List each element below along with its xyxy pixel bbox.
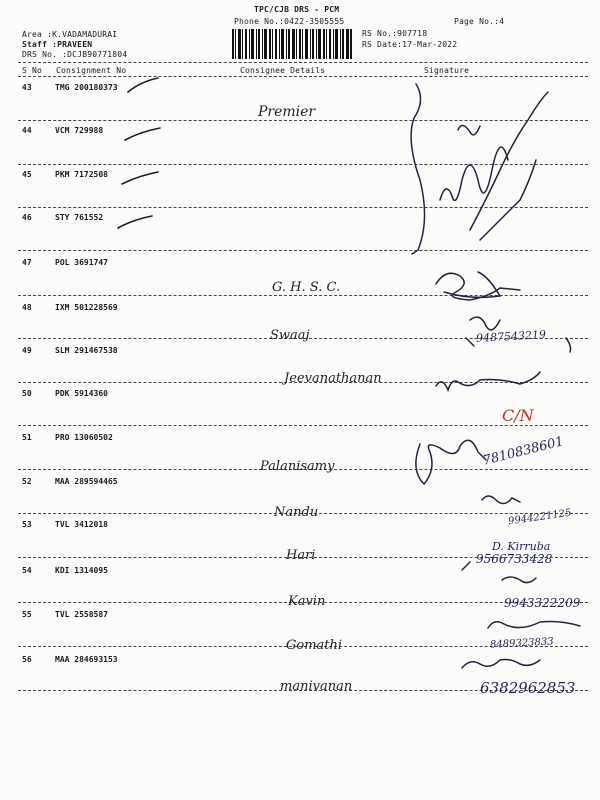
barcode [232, 29, 352, 59]
row-consignment: MAA 284693153 [55, 655, 118, 664]
row-consignment: VCM 729988 [55, 126, 104, 135]
handwritten-name-premier: Premier [258, 104, 316, 120]
header-divider-bottom [18, 76, 588, 77]
col-consignment: Consignment No [56, 66, 127, 75]
handwritten-phone: 8489323833 [489, 636, 554, 651]
signature-scribble [470, 92, 548, 230]
row-divider [18, 120, 588, 121]
handwritten-name-gomathi: Gomathi [286, 638, 343, 653]
row-consignment: PKM 7172508 [55, 170, 108, 179]
header-divider-top [18, 62, 588, 63]
signature-scribble [482, 496, 520, 504]
row-sno: 54 [22, 566, 32, 575]
row-sno: 48 [22, 303, 32, 312]
handwritten-signature: D. Kirruba [492, 540, 551, 553]
handwritten-name-jeevanathan: Jeevanathanan [284, 371, 382, 386]
signature-scribble [458, 125, 480, 134]
handwritten-name-nandu: Nandu [274, 505, 319, 520]
row-divider [18, 295, 588, 296]
handwritten-name-kavin: Kavin [288, 594, 326, 609]
page-number: Page No.:4 [454, 17, 505, 26]
check-mark-icon [118, 216, 152, 228]
row-sno: 46 [22, 213, 32, 222]
row-divider [18, 207, 588, 208]
row-consignment: TVL 3412018 [55, 520, 108, 529]
row-sno: 44 [22, 126, 32, 135]
signature-scribble [462, 660, 540, 669]
handwritten-phone: 9944221125 [507, 507, 573, 528]
row-divider [18, 164, 588, 165]
col-signature: Signature [424, 66, 470, 75]
signature-scribble [480, 160, 536, 240]
handwritten-name-swaaj: Swaaj [270, 328, 310, 343]
row-sno: 55 [22, 610, 32, 619]
signature-scribble [436, 372, 540, 390]
row-consignment: KDI 1314095 [55, 566, 108, 575]
row-consignment: POL 3691747 [55, 258, 108, 267]
drs-number: DRS No. :DCJB90771804 [22, 50, 128, 59]
handwritten-phone: 9943322209 [504, 596, 581, 610]
cn-stamp-mark: C/N [502, 406, 534, 425]
handwritten-name-manivanan: manivanan [280, 679, 353, 694]
signature-scribble [411, 84, 424, 254]
area-label: Area :K.VADAMADURAI [22, 30, 118, 39]
row-consignment: IXM 501228569 [55, 303, 118, 312]
handwritten-name-palanisamy: Palanisamy [260, 459, 335, 474]
phone-number: Phone No.:0422-3505555 [234, 17, 345, 26]
row-sno: 47 [22, 258, 32, 267]
document-title: TPC/CJB DRS - PCM [254, 5, 340, 14]
signature-scribble [436, 273, 520, 300]
row-consignment: PDK 5914360 [55, 389, 108, 398]
signature-scribble [488, 622, 580, 629]
handwritten-phone: 9487543219 [475, 328, 547, 345]
staff-label: Staff :PRAVEEN [22, 40, 93, 49]
row-sno: 56 [22, 655, 32, 664]
row-consignment: STY 761552 [55, 213, 104, 222]
handwritten-name-ghsc: G. H. S. C. [272, 280, 341, 295]
handwritten-phone: 6382962853 [480, 679, 576, 697]
signature-scribble [444, 272, 500, 297]
row-sno: 43 [22, 83, 32, 92]
col-sno: S No [22, 66, 43, 75]
rs-date: RS Date:17-Mar-2022 [362, 40, 458, 49]
signature-scribble [416, 440, 486, 484]
handwritten-phone: 7810838601 [481, 434, 566, 469]
handwritten-phone: 9566733428 [476, 552, 553, 566]
signature-scribble [440, 147, 508, 200]
row-consignment: MAA 289594465 [55, 477, 118, 486]
row-divider [18, 250, 588, 251]
row-sno: 51 [22, 433, 32, 442]
check-mark-icon [128, 78, 158, 92]
row-consignment: TVL 2558587 [55, 610, 108, 619]
col-consignee: Consignee Details [240, 66, 326, 75]
row-consignment: PRO 13060502 [55, 433, 113, 442]
check-mark-icon [122, 172, 158, 184]
check-mark-icon [125, 128, 160, 140]
signature-scribble [566, 338, 571, 352]
row-sno: 45 [22, 170, 32, 179]
row-sno: 50 [22, 389, 32, 398]
row-sno: 52 [22, 477, 32, 486]
row-sno: 49 [22, 346, 32, 355]
row-divider [18, 425, 588, 426]
row-consignment: TMG 200180373 [55, 83, 118, 92]
row-sno: 53 [22, 520, 32, 529]
row-consignment: SLM 291467538 [55, 346, 118, 355]
rs-number: RS No.:907718 [362, 29, 428, 38]
handwritten-name-hari: Hari [286, 548, 316, 563]
